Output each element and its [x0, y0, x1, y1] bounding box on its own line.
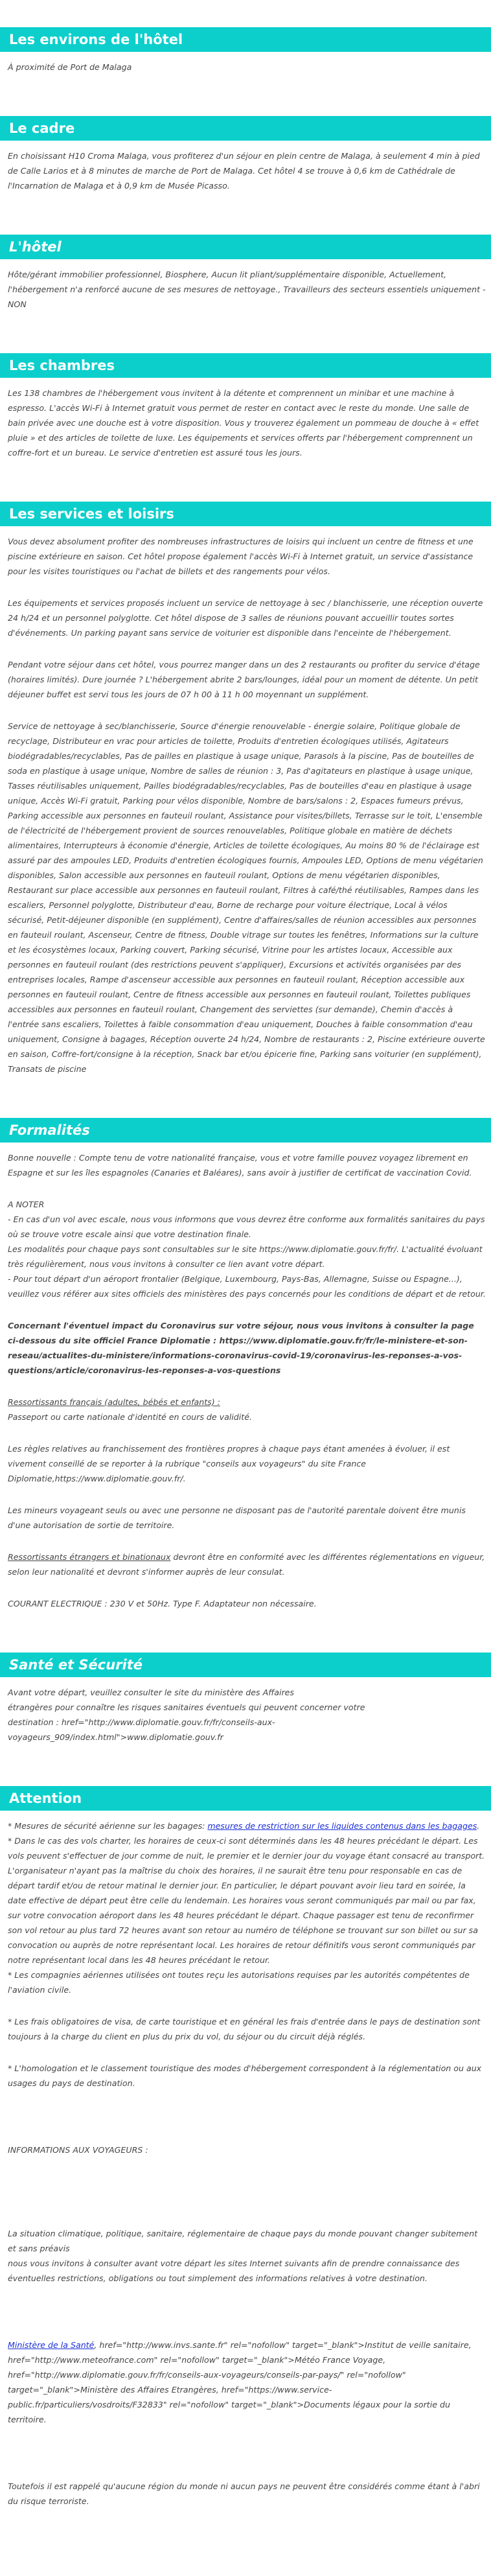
environs-section	[0, 27, 491, 75]
attention-section	[0, 1786, 491, 2509]
attention-title: Attention	[9, 1791, 82, 1806]
sante-line: destination : href="http://www.diplomatie.gouv.fr/fr/conseils-aux-voyageurs_909/index.html">www.diplomatie.gouv.fr	[8, 1717, 275, 1742]
formalites-title: Formalités	[9, 1122, 90, 1138]
bagages-prefix: * Mesures de sécurité aérienne sur les bagages:	[8, 1821, 208, 1831]
formalites-ressortissants-heading: Ressortissants français (adultes, bébés et enfants) :	[8, 1397, 220, 1407]
sante-line: étrangères pour connaître les risques sanitaires éventuels qui peuvent concerner votre	[8, 1702, 365, 1712]
services-body	[0, 534, 491, 1076]
attention-terrorisme: Toutefois il est rappelé qu'aucune région du monde ni aucun pays ne peuvent être considérés comme étant à l'abri du risque terroriste.	[8, 2481, 480, 2506]
services-section	[0, 502, 491, 1076]
cadre-text: En choisissant H10 Croma Malaga, vous profiterez d'un séjour en plein centre de Malaga, à seulement 4 min à pied de Calle Larios et à 8 minutes de marche de Port de Malaga. Cet hôtel 4 se trouve à 0,6 km de Cathédrale de l'Incarnation de Malaga et à 0,9 km de Musée Picasso.	[8, 151, 480, 191]
hotel-info-page	[0, 27, 491, 2576]
formalites-etrangers	[8, 1549, 486, 1579]
formalites-frontieres: Les règles relatives au franchissement des frontières propres à chaque pays étant amenées à évoluer, il est vivement conseillé de se reporter à la rubrique "conseils aux voyageurs" du site France Diplomatie,https://www.diplomatie.gouv.fr/.	[8, 1444, 450, 1483]
spacer	[8, 2299, 486, 2338]
formalites-mineurs: Les mineurs voyageant seuls ou avec une personne ne disposant pas de l'autorité parentale doivent être munis d'une autorisation de sortie de territoire.	[8, 1505, 466, 1530]
attention-homologation: * L'homologation et le classement touristique des modes d'hébergement correspondent à la réglementation ou aux usages du pays de destination.	[8, 2063, 482, 2088]
cadre-section	[0, 116, 491, 193]
spacer	[8, 2440, 486, 2479]
formalites-note-line: - En cas d'un vol avec escale, nous vous informons que vous devrez être conforme aux formalités sanitaires du pays où se trouve votre escale ainsi que votre destination finale.	[8, 1214, 485, 1239]
formalites-covid-notice: Concernant l'éventuel impact du Coronavirus sur votre séjour, nous vous invitons à consulter la page ci-dessous du site officiel France Diplomatie : https://www.diplomatie.gouv.fr/fr/le-ministere-et-son-reseau/actualites-du-ministere/informations-coronavirus-covid-19/coronavirus-les-reponses-a-vos-questions/article/coronavirus-les-reponses-a-vos-questions	[8, 1321, 474, 1375]
etrangers-text: devront être en conformité avec les différentes réglementations en vigueur, selon leur nationalité et devront s'informer auprès de leur consulat.	[8, 1552, 485, 1577]
chambres-section	[0, 353, 491, 460]
hotel-header-bar	[0, 235, 491, 259]
sante-section	[0, 1653, 491, 1745]
spacer	[8, 2170, 486, 2226]
attention-bagages	[8, 1818, 486, 1833]
services-paragraph: Vous devez absolument profiter des nombreuses infrastructures de loisirs qui incluent un centre de fitness et une piscine extérieure en saison. Cet hôtel propose également l'accès Wi-Fi à Internet gratuit, un service d'assistance pour les visites touristiques ou l'achat de billets et des rangements pour vélos.	[8, 537, 474, 576]
attention-header-bar	[0, 1786, 491, 1811]
formalites-section	[0, 1118, 491, 1611]
formalites-body	[0, 1150, 491, 1611]
hotel-section	[0, 235, 491, 312]
cadre-header-bar	[0, 116, 491, 141]
attention-info-heading: INFORMATIONS AUX VOYAGEURS :	[8, 2145, 148, 2155]
bagages-suffix: .	[477, 1821, 480, 1831]
hotel-title: L'hôtel	[9, 239, 62, 255]
bagages-restriction-link[interactable]: mesures de restriction sur les liquides contenus dans les bagages	[207, 1821, 477, 1831]
environs-header-bar	[0, 27, 491, 52]
environs-title: Les environs de l'hôtel	[9, 32, 183, 47]
etrangers-link[interactable]: Ressortissants étrangers et binationaux	[8, 1552, 171, 1562]
attention-links	[8, 2338, 486, 2427]
formalites-note-line: Les modalités pour chaque pays sont consultables sur le site https://www.diplomatie.gouv.fr/fr/. L'actualité évoluant très régulièrement, nous vous invitons à consulter ce lien avant votre départ.	[8, 1244, 483, 1269]
services-paragraph: Pendant votre séjour dans cet hôtel, vous pourrez manger dans un des 2 restaurants ou profiter du service d'étage (horaires limités). Dure journée ? L'hébergement abrite 2 bars/lounges, idéal pour un moment de détente. Un petit déjeuner buffet est servi tous les jours de 07 h 00 à 11 h 00 moyennant un supplément.	[8, 660, 480, 699]
chambres-title: Les chambres	[9, 358, 115, 373]
services-title: Les services et loisirs	[9, 506, 174, 522]
attention-body	[0, 1818, 491, 2509]
sante-body	[0, 1685, 491, 1745]
formalites-courant: COURANT ELECTRIQUE : 230 V et 50Hz. Type F. Adaptateur non nécessaire.	[8, 1599, 317, 1608]
sante-line: Avant votre départ, veuillez consulter le site du ministère des Affaires	[8, 1688, 294, 1697]
formalites-ressortissants-text: Passeport ou carte nationale d'identité en cours de validité.	[8, 1412, 252, 1422]
ministere-sante-link[interactable]: Ministère de la Santé	[8, 2340, 95, 2350]
hotel-text: Hôte/gérant immobilier professionnel, Biosphere, Aucun lit pliant/supplémentaire disponible, Actuellement, l'hébergement n'a renforcé aucune de ses mesures de nettoyage., Travailleurs des secteurs essentiels uniquement - NON	[8, 270, 486, 309]
formalites-header-bar	[0, 1118, 491, 1143]
services-header-bar	[0, 502, 491, 526]
services-paragraph: Les équipements et services proposés incluent un service de nettoyage à sec / blanchisserie, une réception ouverte 24 h/24 et un personnel polyglotte. Cet hôtel dispose de 3 salles de réunions pouvant accueillir toutes sortes d'événements. Un parking payant sans service de voiturier est disponible dans l'enceinte de l'hébergement.	[8, 598, 483, 638]
chambres-header-bar	[0, 353, 491, 378]
chambres-text: Les 138 chambres de l'hébergement vous invitent à la détente et comprennent un minibar et une machine à espresso. L'accès Wi-Fi à Internet gratuit vous permet de rester en contact avec le reste du monde. Une salle de bain privée avec une douche est à votre disposition. Vous y trouverez également un pommeau de douche à « effet pluie » et des articles de toilette de luxe. Les équipements et services offerts par l'hébergement comprennent un coffre-fort et un bureau. Le service d'entretien est assuré tous les jours.	[8, 388, 479, 458]
formalites-note-line: - Pour tout départ d'un aéroport frontalier (Belgique, Luxembourg, Pays-Bas, Allemagne, Suisse ou Espagne...), veuillez vous référer aux sites officiels des ministères des pays concernés pour les conditions de départ et de retour.	[8, 1274, 486, 1299]
formalites-intro: Bonne nouvelle : Compte tenu de votre nationalité française, vous et votre famille pouvez voyagez librement en Espagne et sur les îles espagnoles (Canaries et Baléares), sans avoir à justifier de certificat de vaccination Covid.	[8, 1153, 472, 1178]
ministere-links-text: , href="http://www.invs.sante.fr" rel="nofollow" target="_blank">Institut de veille sanitaire, href="http://www.meteofrance.com" rel="nofollow" target="_blank">Météo France Voyage, href="http://www.diplomatie.gouv.fr/fr/conseils-aux-voyageurs/conseils-par-pays/" rel="nofollow" target="_blank">Ministère des Affaires Etrangères, href="https://www.service-public.fr/particuliers/vosdroits/F32833" rel="nofollow" target="_blank">Documents légaux pour la sortie du territoire.	[8, 2340, 472, 2424]
cadre-title: Le cadre	[9, 121, 75, 136]
environs-text: À proximité de Port de Malaga	[8, 62, 132, 72]
spacer	[8, 2104, 486, 2142]
formalites-note-heading: A NOTER	[8, 1200, 45, 1209]
sante-title: Santé et Sécurité	[9, 1657, 143, 1673]
attention-vols: * Dans le cas des vols charter, les horaires de ceux-ci sont déterminés dans les 48 heures précédant le départ. Les vols peuvent s'effectuer de jour comme de nuit, le premier et le dernier jour du voyage étant consacré au transport. L'organisateur n'ayant pas la maîtrise du choix des horaires, il ne saurait être tenu pour responsable en cas de départ tardif et/ou de retour matinal le dernier jour. En particulier, le départ pouvant avoir lieu tard en soirée, la date effective de départ peut être celle du lendemain. Les horaires vous seront communiqués par mail ou par fax, sur votre convocation aéroport dans les 48 heures précédant le départ. Chaque passager est tenu de reconfirmer son vol retour au plus tard 72 heures avant son retour au numéro de téléphone se trouvant sur son billet ou sur sa convocation ou auprès de notre représentant local. Les horaires de retour définitifs vous seront communiqués par notre représentant local dans les 48 heures précédant le retour.	[8, 1836, 485, 1965]
attention-compagnies: * Les compagnies aériennes utilisées ont toutes reçu les autorisations requises par les autorités compétentes de l'aviation civile.	[8, 1970, 470, 1995]
sante-header-bar	[0, 1653, 491, 1677]
attention-frais: * Les frais obligatoires de visa, de carte touristique et en général les frais d'entrée dans le pays de destination sont toujours à la charge du client en plus du prix du vol, du séjour ou du circuit déjà réglés.	[8, 2017, 481, 2041]
attention-situation-line: nous vous invitons à consulter avant votre départ les sites Internet suivants afin de prendre connaissance des éventuelles restrictions, obligations ou tout simplement des informations relatives à votre destination.	[8, 2258, 460, 2283]
services-amenities-list: Service de nettoyage à sec/blanchisserie, Source d'énergie renouvelable - énergie solaire, Politique globale de recyclage, Distributeur en vrac pour articles de toilette, Produits d'entretien écologiques utilisés, Agitateurs biodégradables/recyclables, Pas de pailles en plastique à usage unique, Parasols à la piscine, Pas de bouteilles de soda en plastique à usage unique, Nombre de salles de réunion : 3, Pas d'agitateurs en plastique à usage unique, Tasses réutilisables uniquement, Pailles biodégradables/recyclables, Pas de bouteilles d'eau en plastique à usage unique, Accès Wi-Fi gratuit, Parking pour vélos disponible, Nombre de bars/salons : 2, Espaces fumeurs prévus, Parking accessible aux personnes en fauteuil roulant, Assistance pour visites/billets, Terrasse sur le toit, L'ensemble de l'électricité de l'hébergement provient de sources renouvelables, Politique globale en matière de déchets alimentaires, Interrupteurs à économie d'énergie, Articles de toilette écologiques, Au moins 80 % de l'éclairage est assuré par des ampoules LED, Produits d'entretien écologiques fournis, Ampoules LED, Options de menu végétarien disponibles, Salon accessible aux personnes en fauteuil roulant, Options de menu végétarien disponibles, Restaurant sur place accessible aux personnes en fauteuil roulant, Filtres à café/thé réutilisables, Rampes dans les escaliers, Personnel polyglotte, Distributeur d'eau, Borne de recharge pour voiture électrique, Local à vélos sécurisé, Petit-déjeuner disponible (en supplément), Centre d'affaires/salles de réunion accessibles aux personnes en fauteuil roulant, Ascenseur, Centre de fitness, Double vitrage sur toutes les fenêtres, Informations sur la culture et les écosystèmes locaux, Parking couvert, Parking sécurisé, Vitrine pour les artistes locaux, Accessible aux personnes en fauteuil roulant (des restrictions peuvent s'appliquer), Excursions et activités organisées par des entreprises locales, Rampe d'ascenseur accessible aux personnes en fauteuil roulant, Réception accessible aux personnes en fauteuil roulant, Centre de fitness accessible aux personnes en fauteuil roulant, Toilettes publiques accessibles aux personnes en fauteuil roulant, Changement des serviettes (sur demande), Chemin d'accès à l'entrée sans escaliers, Toilettes à faible consommation d'eau uniquement, Douches à faible consommation d'eau uniquement, Consigne à bagages, Réception ouverte 24 h/24, Nombre de restaurants : 2, Piscine extérieure ouverte en saison, Coffre-fort/consigne à la réception, Snack bar et/ou épicerie fine, Parking sans voiturier (en supplément), Transats de piscine	[8, 721, 485, 1074]
attention-situation-line: La situation climatique, politique, sanitaire, réglementaire de chaque pays du monde pouvant changer subitement et sans préavis	[8, 2229, 478, 2253]
